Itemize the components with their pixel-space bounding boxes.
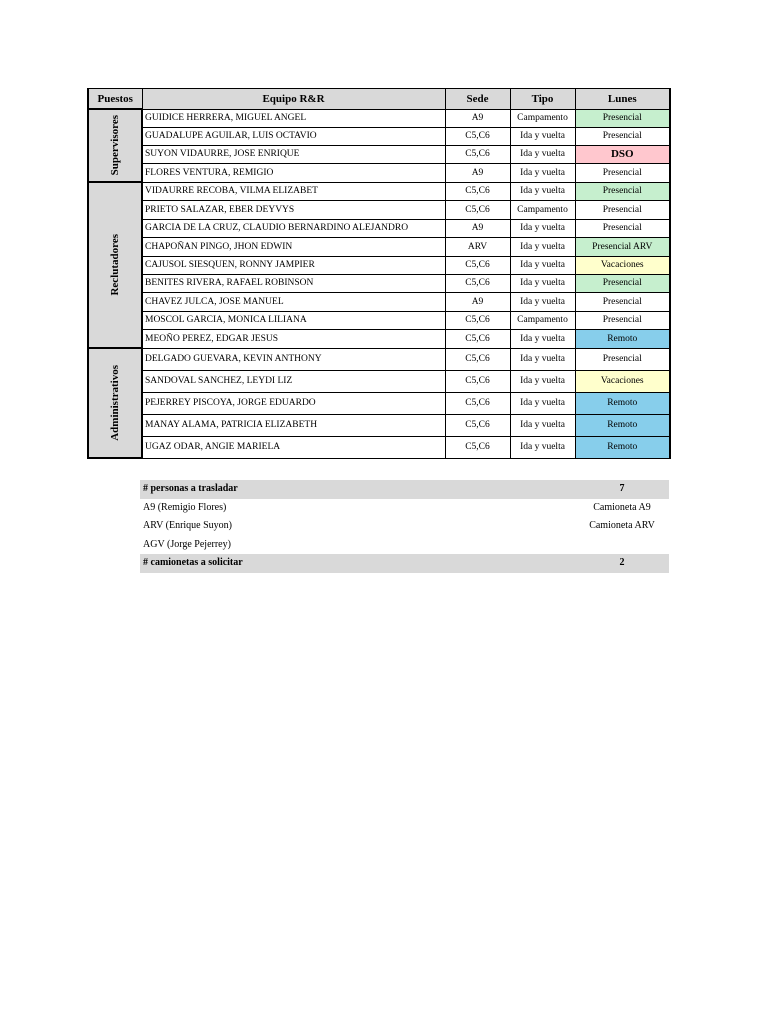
sede-cell: C5,C6 [445, 348, 510, 370]
table-row [88, 311, 670, 329]
table-row [88, 436, 670, 458]
employee-name-cell: GUADALUPE AGUILAR, LUIS OCTAVIO [142, 127, 445, 145]
group-cell [88, 182, 142, 348]
sede-cell: C5,C6 [445, 274, 510, 292]
employee-name-cell: BENITES RIVERA, RAFAEL ROBINSON [142, 274, 445, 292]
lunes-status-cell: Presencial [575, 292, 670, 311]
lunes-status-cell: Presencial [575, 127, 670, 145]
table-row [88, 256, 670, 274]
employee-name-cell: CHAVEZ JULCA, JOSE MANUEL [142, 292, 445, 311]
lunes-status-cell: Vacaciones [575, 370, 670, 392]
employee-name-cell: FLORES VENTURA, REMIGIO [142, 163, 445, 182]
tipo-cell: Ida y vuelta [510, 256, 575, 274]
tipo-cell: Ida y vuelta [510, 274, 575, 292]
lunes-status-cell: Presencial [575, 200, 670, 219]
sede-cell: A9 [445, 219, 510, 237]
summary-camionetas-row [140, 554, 669, 573]
header-tipo: Tipo [510, 89, 575, 110]
sede-cell: C5,C6 [445, 200, 510, 219]
lunes-status-cell: Presencial [575, 311, 670, 329]
sede-cell: C5,C6 [445, 329, 510, 348]
group-label: Reclutadores [109, 234, 121, 296]
lunes-status-cell: Remoto [575, 329, 670, 348]
group-label: Administrativos [109, 365, 121, 441]
sede-cell: A9 [445, 163, 510, 182]
sede-cell: C5,C6 [445, 392, 510, 414]
sede-cell: C5,C6 [445, 436, 510, 458]
lunes-status-cell: Presencial [575, 219, 670, 237]
table-row [88, 370, 670, 392]
sede-cell: C5,C6 [445, 145, 510, 163]
employee-name-cell: GUIDICE HERRERA, MIGUEL ANGEL [142, 109, 445, 127]
tipo-cell: Ida y vuelta [510, 414, 575, 436]
employee-name-cell: MEOÑO PEREZ, EDGAR JESUS [142, 329, 445, 348]
lunes-status-cell: Presencial [575, 182, 670, 200]
camionetas-label: # camionetas a solicitar [143, 557, 243, 568]
lunes-status-cell: Presencial [575, 109, 670, 127]
sede-cell: C5,C6 [445, 311, 510, 329]
sede-cell: C5,C6 [445, 127, 510, 145]
tipo-cell: Ida y vuelta [510, 127, 575, 145]
trasladar-value: 7 [619, 483, 625, 494]
table-row [88, 127, 670, 145]
sede-cell: A9 [445, 109, 510, 127]
table-row [88, 237, 670, 256]
sede-cell: C5,C6 [445, 256, 510, 274]
header-lunes: Lunes [575, 89, 670, 110]
summary-a9-row [140, 499, 669, 518]
sede-cell: C5,C6 [445, 182, 510, 200]
table-row [88, 414, 670, 436]
arv-value: Camioneta ARV [589, 520, 655, 531]
trasladar-label: # personas a trasladar [143, 483, 238, 494]
roster-table [87, 88, 671, 459]
lunes-status-cell: Vacaciones [575, 256, 670, 274]
table-row [88, 145, 670, 163]
sede-cell: C5,C6 [445, 414, 510, 436]
tipo-cell: Ida y vuelta [510, 392, 575, 414]
employee-name-cell: SUYON VIDAURRE, JOSE ENRIQUE [142, 145, 445, 163]
employee-name-cell: SANDOVAL SANCHEZ, LEYDI LIZ [142, 370, 445, 392]
tipo-cell: Campamento [510, 109, 575, 127]
lunes-status-cell: Presencial [575, 163, 670, 182]
tipo-cell: Campamento [510, 311, 575, 329]
table-row [88, 392, 670, 414]
lunes-status-cell: Presencial [575, 274, 670, 292]
sede-cell: C5,C6 [445, 370, 510, 392]
table-row [88, 109, 670, 127]
tipo-cell: Ida y vuelta [510, 329, 575, 348]
tipo-cell: Ida y vuelta [510, 163, 575, 182]
header-sede: Sede [445, 89, 510, 110]
employee-name-cell: CAJUSOL SIESQUEN, RONNY JAMPIER [142, 256, 445, 274]
employee-name-cell: VIDAURRE RECOBA, VILMA ELIZABET [142, 182, 445, 200]
sede-cell: A9 [445, 292, 510, 311]
table-row [88, 329, 670, 348]
transport-summary [140, 480, 669, 573]
tipo-cell: Campamento [510, 200, 575, 219]
table-row [88, 219, 670, 237]
lunes-status-cell: Presencial [575, 348, 670, 370]
table-row [88, 274, 670, 292]
group-cell [88, 109, 142, 182]
tipo-cell: Ida y vuelta [510, 348, 575, 370]
summary-agv-row [140, 536, 669, 555]
tipo-cell: Ida y vuelta [510, 370, 575, 392]
table-row [88, 163, 670, 182]
lunes-status-cell: DSO [575, 145, 670, 163]
employee-name-cell: MOSCOL GARCIA, MONICA LILIANA [142, 311, 445, 329]
lunes-status-cell: Remoto [575, 414, 670, 436]
group-label: Supervisores [109, 115, 121, 176]
employee-name-cell: PRIETO SALAZAR, EBER DEYVYS [142, 200, 445, 219]
employee-name-cell: UGAZ ODAR, ANGIE MARIELA [142, 436, 445, 458]
tipo-cell: Ida y vuelta [510, 219, 575, 237]
employee-name-cell: GARCIA DE LA CRUZ, CLAUDIO BERNARDINO ALEJANDRO [142, 219, 445, 237]
tipo-cell: Ida y vuelta [510, 436, 575, 458]
employee-name-cell: MANAY ALAMA, PATRICIA ELIZABETH [142, 414, 445, 436]
summary-arv-row [140, 517, 669, 536]
group-cell [88, 348, 142, 458]
table-row [88, 200, 670, 219]
lunes-status-cell: Presencial ARV [575, 237, 670, 256]
tipo-cell: Ida y vuelta [510, 292, 575, 311]
tipo-cell: Ida y vuelta [510, 145, 575, 163]
tipo-cell: Ida y vuelta [510, 182, 575, 200]
header-row [88, 89, 670, 110]
sede-cell: ARV [445, 237, 510, 256]
table-row [88, 348, 670, 370]
table-row [88, 182, 670, 200]
a9-value: Camioneta A9 [593, 501, 651, 513]
arv-label: ARV (Enrique Suyon) [143, 520, 233, 531]
camionetas-value: 2 [619, 557, 625, 568]
lunes-status-cell: Remoto [575, 392, 670, 414]
tipo-cell: Ida y vuelta [510, 237, 575, 256]
agv-label: AGV (Jorge Pejerrey) [143, 538, 231, 550]
employee-name-cell: DELGADO GUEVARA, KEVIN ANTHONY [142, 348, 445, 370]
table-row [88, 292, 670, 311]
lunes-status-cell: Remoto [575, 436, 670, 458]
a9-label: A9 (Remigio Flores) [143, 501, 227, 513]
employee-name-cell: CHAPOÑAN PINGO, JHON EDWIN [142, 237, 445, 256]
summary-trasladar-row [140, 480, 669, 499]
employee-name-cell: PEJERREY PISCOYA, JORGE EDUARDO [142, 392, 445, 414]
header-equipo: Equipo R&R [142, 89, 445, 110]
header-puestos: Puestos [88, 89, 142, 110]
